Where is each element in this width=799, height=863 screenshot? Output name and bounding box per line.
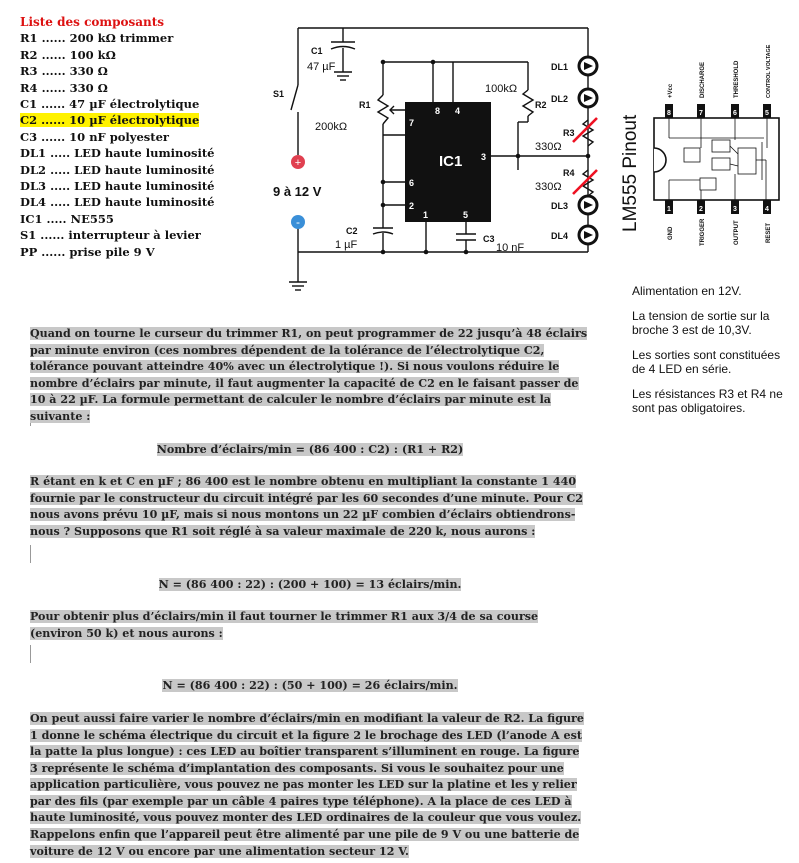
paragraph: R étant en k et C en µF ; 86 400 est le nombre obtenu en multipliant la constante 1 440 fournie par le constructeur du circuit intégré par les 60 secondes d’une minute. Pour C2 nous avons prévu 10 µF, mais si nous montons un 22 µF combien d’éclairs obtiendrons-nous ? Supposons que R1 soit réglé à sa valeur maximale de 220 k, nous aurons : (30, 475, 583, 538)
pinout-pin-5: 5 (765, 110, 769, 117)
paragraph: Quand on tourne le curseur du trimmer R1, on peut programmer de 22 jusqu’à 48 éclairs par minute environ (ces nombres dépendent de la tolérance de l’électrolytique C2, tolérance pouvant atteindre 40% avec un électrolytique !). Si nous voulons réduire le nombre d’éclairs par minute, il faut augmenter la capacité de C2 en le faisant passer de 10 à 22 µF. La formule permettant de calculer le nombre d’éclairs par minute est la suivante : (30, 327, 588, 423)
component-item: DL1 ..... LED haute luminosité (20, 146, 215, 161)
r3-label: R3 (563, 128, 575, 138)
component-item: IC1 ..... NE555 (20, 211, 114, 226)
c3-value: 10 nF (496, 242, 525, 254)
dl3-label: DL3 (551, 201, 569, 211)
pinout-pin-3: 3 (733, 206, 737, 213)
pin-7-label: 7 (409, 118, 415, 128)
note: La tension de sortie sur la broche 3 est de 10,3V. (632, 308, 770, 337)
r1-label: R1 (359, 100, 371, 110)
component-item: DL3 ..... LED haute luminosité (20, 179, 215, 194)
c1-label: C1 (311, 46, 323, 56)
r3-value: 330Ω (535, 141, 562, 153)
c2-label: C2 (346, 226, 358, 236)
pinout-pin-1: 1 (667, 206, 671, 213)
component-item: R2 ...... 100 kΩ (20, 47, 116, 62)
r4-label: R4 (563, 168, 575, 178)
component-list-title: Liste des composants (20, 15, 165, 29)
pinout-label-gnd: GND (668, 226, 674, 240)
paragraph: On peut aussi faire varier le nombre d’éclairs/min en modifiant la valeur de R2. La figure 1 donne le schéma électrique du circuit et la figure 2 le brochage des LED (l’anode A est la patte la plus longue) : ces LED au boîtier transparent s’illuminent en rouge. La figure 3 représente le schéma d’implantation des composants. Si vous le souhaitez pour une application particulière, vous pouvez ne pas monter les LED sur la platine et les y relier par des fils (par exemple par un câble 4 paires type téléphone). A la place de ces LED à haute luminosité, vous pouvez monter des LED ordinaires de la couleur que vous voulez. Rappelons enfin que l’appareil peut être alimenté par une pile de 9 V ou une batterie de voiture de 12 V ou encore par une alimentation secteur 12 V. (30, 711, 584, 858)
component-item: PP ...... prise pile 9 V (20, 244, 155, 259)
component-item: C1 ...... 47 µF électrolytique (20, 97, 200, 112)
side-notes (632, 284, 792, 426)
pinout-pin-2: 2 (699, 206, 703, 213)
formula: Nombre d’éclairs/min = (86 400 : C2) : (R1 + R2) (156, 442, 464, 456)
pinout-pin-8: 8 (667, 110, 671, 117)
component-item: R4 ...... 330 Ω (20, 80, 108, 95)
c3-label: C3 (483, 234, 495, 244)
component-item: R1 ...... 200 kΩ trimmer (20, 31, 174, 46)
lm555-pinout-diagram (614, 40, 794, 250)
pin-3-label: 3 (481, 152, 487, 162)
pinout-label-reset: RESET (766, 222, 772, 243)
paragraph: Pour obtenir plus d’éclairs/min il faut tourner le trimmer R1 aux 3/4 de sa course (environ 50 k) et nous aurons : (30, 610, 539, 640)
component-item: DL2 ..... LED haute luminosité (20, 162, 215, 177)
minus-label: - (296, 215, 300, 229)
pin-6-label: 6 (409, 178, 415, 188)
pinout-label-trigger: TRIGGER (700, 218, 706, 246)
s1-label: S1 (273, 89, 285, 99)
component-list (20, 14, 215, 260)
pinout-pin-7: 7 (699, 110, 703, 117)
dl4-label: DL4 (551, 231, 569, 241)
pin-1-label: 1 (423, 210, 429, 220)
pinout-title: LM555 Pinout (620, 114, 641, 232)
dl2-label: DL2 (551, 94, 569, 104)
pin-4-label: 4 (455, 106, 461, 116)
article-body (30, 326, 590, 860)
pinout-label-vcc: +Vcc (668, 83, 674, 98)
plus-label: + (294, 157, 302, 169)
dl1-label: DL1 (551, 62, 569, 72)
note: Alimentation en 12V. (632, 284, 742, 298)
pinout-label-threshold: THRESHOLD (734, 60, 740, 98)
pin-2-label: 2 (409, 201, 415, 211)
pinout-pin-4: 4 (765, 206, 769, 213)
component-item: C3 ...... 10 nF polyester (20, 129, 169, 144)
pinout-chip-outline (654, 118, 779, 200)
r2-value: 100kΩ (485, 83, 518, 95)
pinout-label-control-voltage: CONTROL VOLTAGE (766, 44, 772, 98)
calculation: N = (86 400 : 22) : (200 + 100) = 13 éclairs/min. (158, 577, 462, 591)
circuit-schematic (253, 0, 613, 305)
c2-value: 1 µF (335, 239, 358, 251)
c1-value: 47 µF (307, 61, 336, 73)
supply-voltage: 9 à 12 V (273, 184, 322, 199)
pin-8-label: 8 (435, 106, 441, 116)
component-item: S1 ...... interrupteur à levier (20, 228, 201, 243)
ic-label: IC1 (439, 153, 463, 170)
pin-5-label: 5 (463, 210, 469, 220)
pinout-label-discharge: DISCHARGE (700, 61, 706, 98)
pinout-pin-6: 6 (733, 110, 737, 117)
pinout-label-output: OUTPUT (734, 220, 740, 245)
calculation: N = (86 400 : 22) : (50 + 100) = 26 éclairs/min. (162, 679, 458, 693)
component-item: DL4 ..... LED haute luminosité (20, 195, 215, 210)
component-item: R3 ...... 330 Ω (20, 64, 108, 79)
component-item-highlighted: C2 ...... 10 µF électrolytique (20, 113, 200, 128)
note: Les résistances R3 et R4 ne sont pas obligatoires. (632, 386, 783, 415)
r2-label: R2 (535, 100, 547, 110)
r1-value: 200kΩ (315, 121, 348, 133)
note: Les sorties sont constituées de 4 LED en série. (632, 347, 781, 376)
r4-value: 330Ω (535, 181, 562, 193)
